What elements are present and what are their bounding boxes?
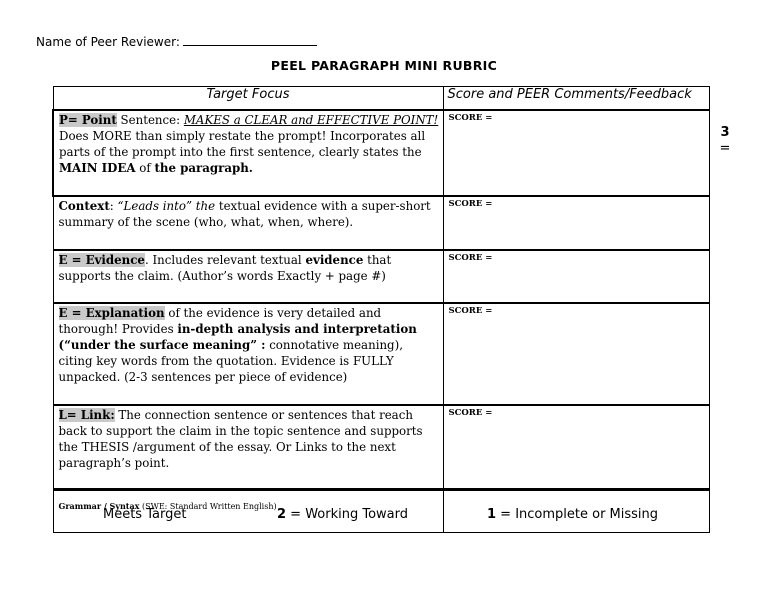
legend-meets-target: Meets Target bbox=[103, 507, 187, 522]
peer-reviewer-blank-line bbox=[183, 35, 317, 46]
link-score-cell[interactable]: SCORE = bbox=[443, 405, 709, 490]
evidence-description: E = Evidence. Includes relevant textual evidence that supports the claim. (Author’s words Exactly + page #) bbox=[53, 250, 443, 303]
side-score-number: 3 bbox=[720, 125, 730, 140]
evidence-score-cell[interactable]: SCORE = bbox=[443, 250, 709, 303]
peer-reviewer-label: Name of Peer Reviewer: bbox=[36, 35, 180, 49]
rubric-row-evidence bbox=[53, 250, 709, 303]
context-description: Context: “Leads into” the textual evidence with a super-short summary of the scene (who, what, when, where). bbox=[53, 196, 443, 250]
evidence-heading: E = Evidence bbox=[58, 253, 145, 267]
side-score-key bbox=[719, 125, 731, 157]
link-description: L= Link: The connection sentence or sentences that reach back to support the claim in the topic sentence and supports the THESIS /argument of the essay. Or Links to the next paragraph’s point. bbox=[53, 405, 443, 490]
page-title: PEEL PARAGRAPH MINI RUBRIC bbox=[270, 58, 498, 73]
point-heading: P= Point bbox=[59, 113, 117, 127]
explanation-description: E = Explanation of the evidence is very detailed and thorough! Provides in-depth analysis and interpretation (“under the surface meaning” : connotative meaning), citing key words from the quotation. Evidence is FULLY unpacked. (2-3 sentences per piece of evidence) bbox=[53, 303, 443, 405]
rubric-row-context bbox=[53, 196, 709, 250]
point-score-cell[interactable]: SCORE = bbox=[443, 110, 709, 196]
side-score-equals: = bbox=[719, 141, 731, 156]
legend-incomplete: 1 = Incomplete or Missing bbox=[487, 507, 659, 522]
rubric-table bbox=[52, 86, 710, 533]
explanation-heading: E = Explanation bbox=[58, 306, 165, 320]
table-header-row bbox=[53, 87, 709, 111]
legend-working-toward: 2 = Working Toward bbox=[277, 507, 409, 522]
header-target-focus: Target Focus bbox=[53, 87, 443, 111]
grammar-description: Grammar / Syntax (SWE: Standard Written English) bbox=[53, 490, 443, 533]
link-heading: L= Link: bbox=[58, 408, 115, 422]
explanation-score-cell[interactable]: SCORE = bbox=[443, 303, 709, 405]
context-heading: Context bbox=[58, 199, 110, 213]
rubric-row-link bbox=[53, 405, 709, 490]
context-score-cell[interactable]: SCORE = bbox=[443, 196, 709, 250]
rubric-row-point bbox=[53, 110, 709, 196]
rubric-row-explanation bbox=[53, 303, 709, 405]
header-score-comments: Score and PEER Comments/Feedback bbox=[443, 87, 709, 111]
grammar-heading: Grammar / Syntax bbox=[58, 501, 140, 511]
peer-reviewer-field bbox=[36, 35, 317, 49]
point-emphasis: MAKES a CLEAR and EFFECTIVE POINT! bbox=[183, 113, 439, 127]
point-description: P= Point Sentence: MAKES a CLEAR and EFFECTIVE POINT! Does MORE than simply restate the prompt! Incorporates all parts of the prompt into the first sentence, clearly states the MAIN IDEA of the paragraph. bbox=[53, 110, 443, 196]
